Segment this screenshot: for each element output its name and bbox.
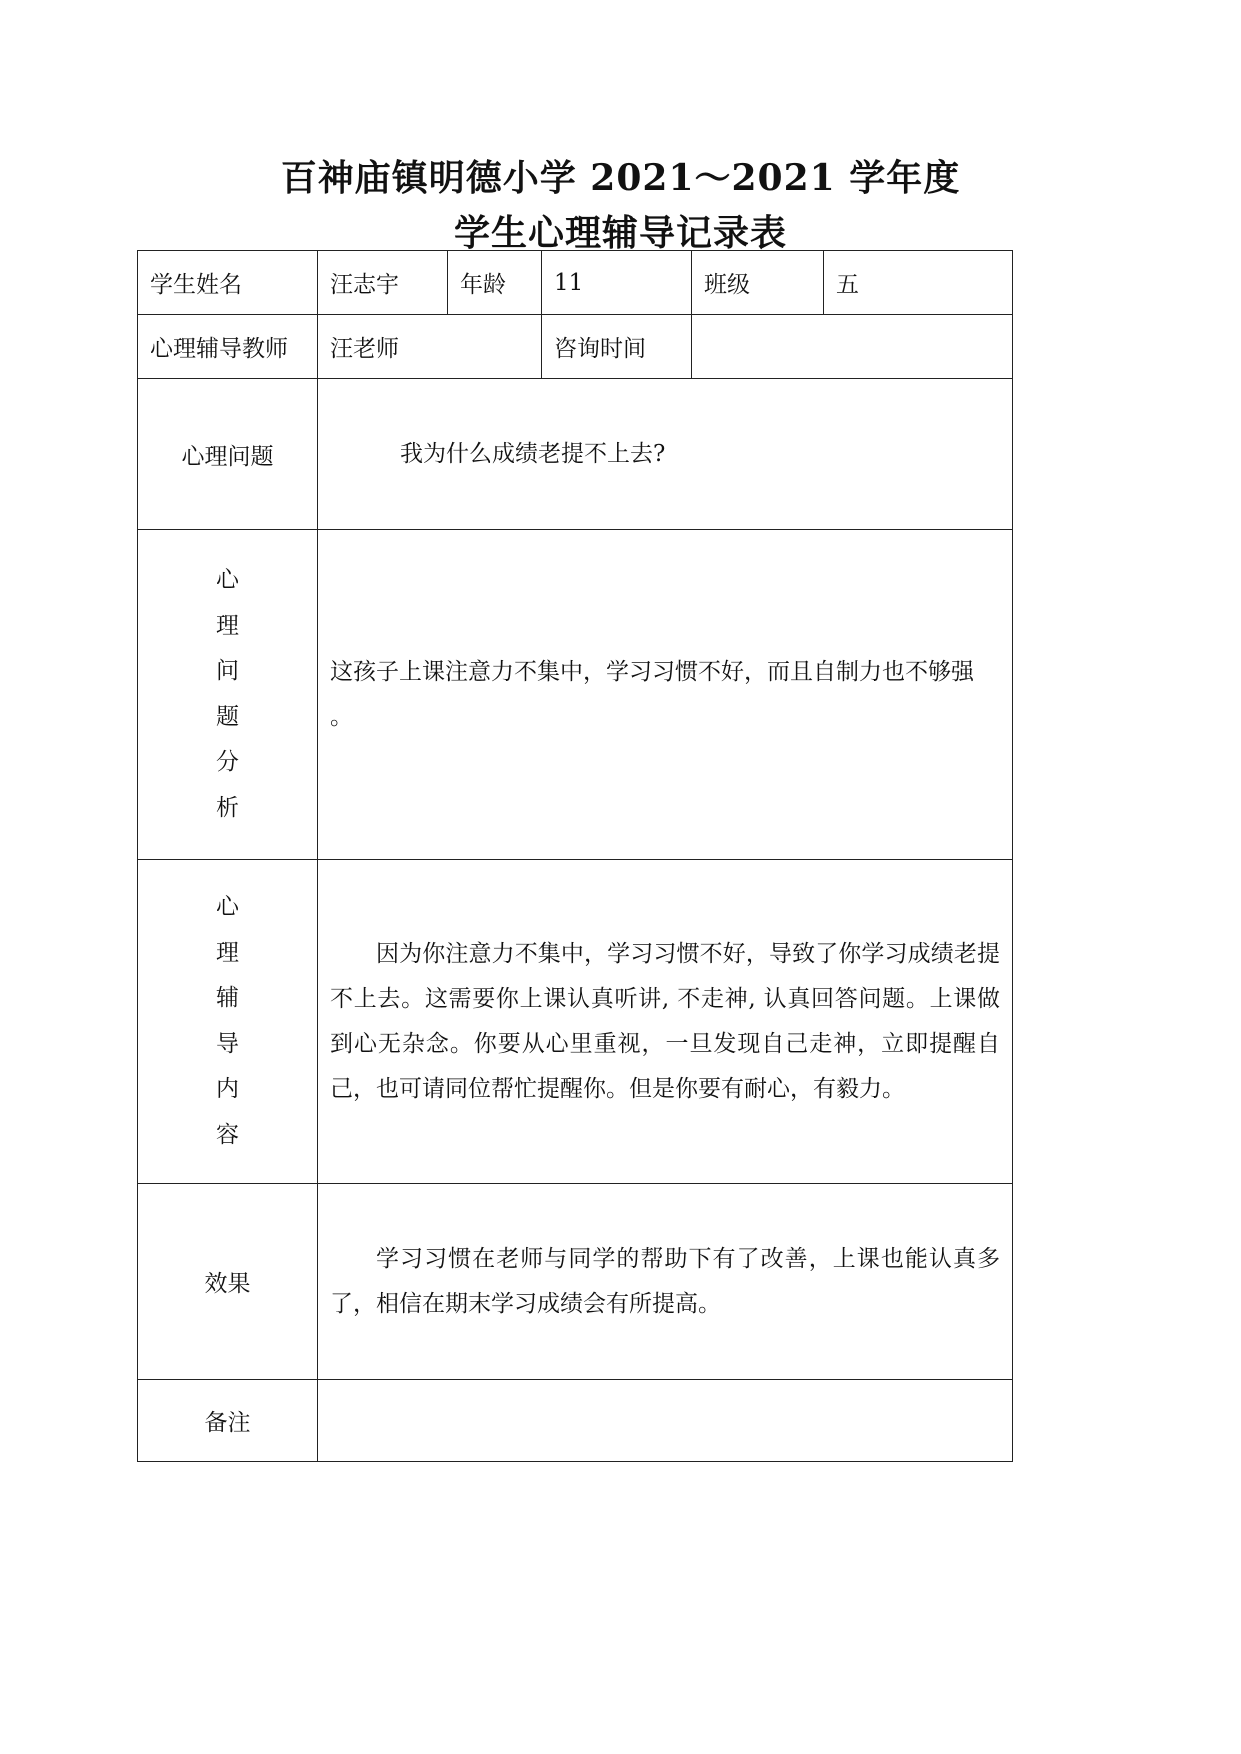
row-analysis (138, 530, 1013, 860)
document-subtitle: 学生心理辅导记录表 (453, 212, 787, 254)
document-title: 百神庙镇明德小学 2021～2021 学年度 (280, 157, 961, 199)
guidance-label-char: 辅 (216, 985, 239, 1011)
teacher-value: 汪老师 (318, 315, 542, 379)
row-effect (138, 1184, 1013, 1380)
problem-label: 心理问题 (138, 379, 318, 530)
analysis-value: 这孩子上课注意力不集中，学习习惯不好，而且自制力也不够强 。 (318, 530, 1013, 860)
row-guidance (138, 860, 1013, 1184)
problem-value: 我为什么成绩老提不上去? (318, 379, 1013, 530)
effect-value: 学习习惯在老师与同学的帮助下有了改善，上课也能认真多了，相信在期末学习成绩会有所提高。 (318, 1184, 1013, 1380)
guidance-label-char: 导 (216, 1030, 239, 1057)
row-problem (138, 379, 1013, 530)
consult-time-label: 咨询时间 (542, 315, 692, 379)
remarks-label: 备注 (138, 1380, 318, 1462)
class-label: 班级 (692, 251, 824, 315)
analysis-label (138, 530, 318, 860)
guidance-label (138, 860, 318, 1184)
counseling-record-table (137, 250, 1013, 1462)
remarks-value (318, 1380, 1013, 1462)
row-teacher-info (138, 315, 1013, 379)
analysis-label-char: 问 (216, 658, 239, 684)
analysis-label-char: 理 (216, 612, 239, 639)
age-label: 年龄 (448, 251, 542, 315)
effect-label: 效果 (138, 1184, 318, 1380)
guidance-value: 因为你注意力不集中，学习习惯不好，导致了你学习成绩老提不上去。这需要你上课认真听讲, 不走神, 认真回答问题。上课做到心无杂念。你要从心里重视，一旦发现自己走神，立即提醒自己，也可请同位帮忙提醒你。但是你要有耐心，有毅力。 (318, 860, 1013, 1184)
student-name-value: 汪志宇 (318, 251, 448, 315)
class-value: 五 (824, 251, 1013, 315)
analysis-label-char: 题 (216, 703, 239, 730)
analysis-label-char: 心 (216, 567, 239, 593)
guidance-label-char: 容 (216, 1121, 239, 1148)
analysis-label-char: 分 (216, 749, 239, 775)
guidance-label-char: 理 (216, 939, 239, 966)
analysis-label-char: 析 (216, 794, 239, 821)
consult-time-value (692, 315, 1013, 379)
teacher-label: 心理辅导教师 (138, 315, 318, 379)
row-student-info (138, 251, 1013, 315)
guidance-label-char: 内 (216, 1076, 239, 1102)
age-value: 11 (542, 251, 692, 315)
student-name-label: 学生姓名 (138, 251, 318, 315)
row-remarks (138, 1380, 1013, 1462)
guidance-label-char: 心 (216, 894, 239, 920)
